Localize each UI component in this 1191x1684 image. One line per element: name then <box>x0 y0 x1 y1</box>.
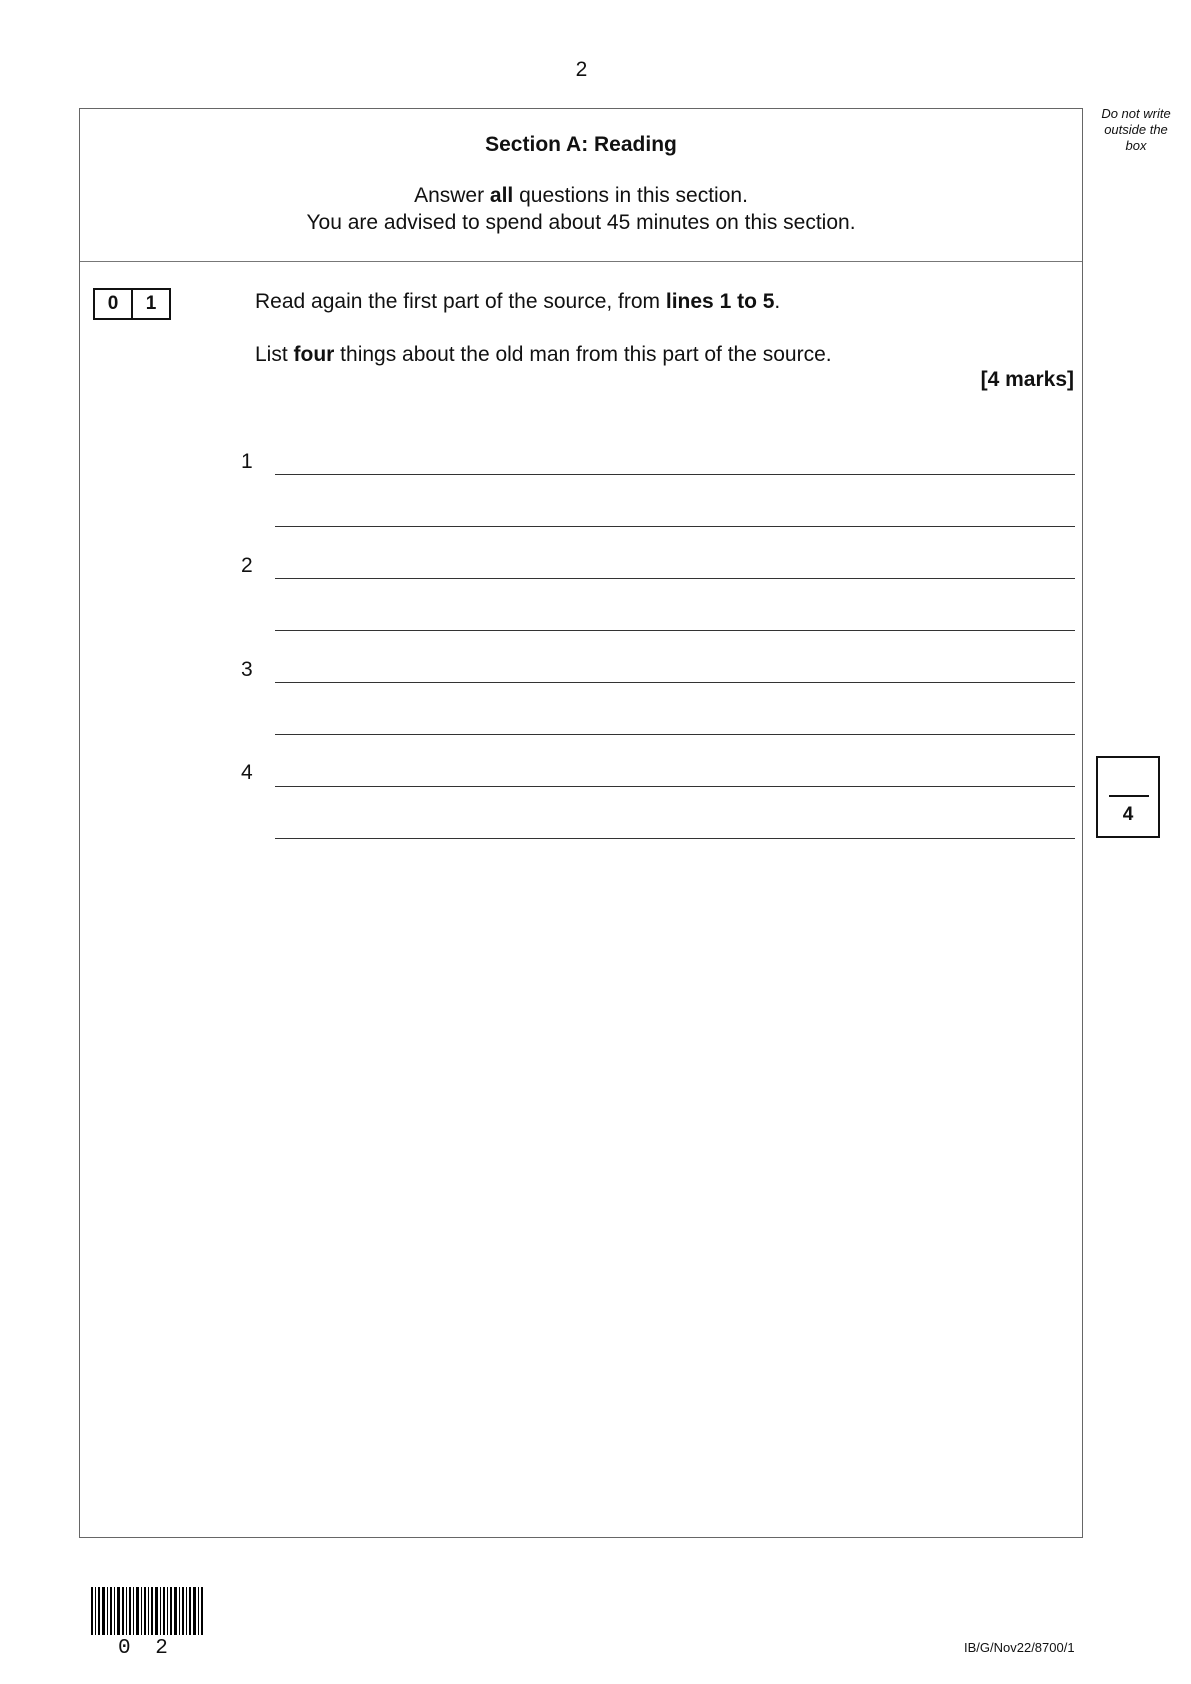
examiner-score-box <box>1096 756 1160 838</box>
instruction-text: questions in this section. <box>513 184 748 207</box>
question-text-line <box>255 290 780 314</box>
instruction-text: Answer <box>414 184 490 207</box>
instruction-answer-all <box>80 184 1082 208</box>
score-total: 4 <box>1122 804 1134 825</box>
question-number-digit: 0 <box>107 293 119 314</box>
answer-line[interactable] <box>275 578 1075 579</box>
barcode <box>91 1587 203 1635</box>
answer-box <box>79 108 1083 1538</box>
answer-line[interactable] <box>275 838 1075 839</box>
instruction-emphasis: all <box>489 184 514 207</box>
answer-number: 3 <box>241 658 253 681</box>
margin-note <box>1092 106 1180 154</box>
margin-note-line: outside the <box>1104 122 1168 137</box>
answer-number: 1 <box>241 450 253 473</box>
score-divider <box>1109 795 1149 797</box>
answer-line[interactable] <box>275 786 1075 787</box>
answer-line[interactable] <box>275 682 1075 683</box>
answer-line[interactable] <box>275 630 1075 631</box>
question-text: Read again the first part of the source, from <box>255 290 666 313</box>
marks-label: [4 marks] <box>980 368 1074 391</box>
question-number-digit: 1 <box>131 290 169 318</box>
barcode-digits: 0 2 <box>118 1637 174 1660</box>
question-number <box>93 288 171 320</box>
question-text-line <box>255 343 832 367</box>
question-emphasis: lines 1 to 5 <box>665 290 775 313</box>
margin-note-line: Do not write <box>1101 106 1171 121</box>
answer-line[interactable] <box>275 474 1075 475</box>
question-emphasis: four <box>293 343 335 366</box>
instruction-time: You are advised to spend about 45 minutes on this section. <box>306 211 856 234</box>
answer-number: 4 <box>241 761 253 784</box>
section-title: Section A: Reading <box>485 133 677 156</box>
question-text: List <box>255 343 294 366</box>
question-text: . <box>774 290 781 313</box>
answer-line[interactable] <box>275 734 1075 735</box>
answer-line[interactable] <box>275 526 1075 527</box>
page-number: 2 <box>575 58 588 81</box>
reference-code: IB/G/Nov22/8700/1 <box>964 1640 1075 1655</box>
section-header <box>80 109 1082 262</box>
margin-note-line: box <box>1125 138 1147 153</box>
answer-number: 2 <box>241 554 253 577</box>
question-text: things about the old man from this part of the source. <box>334 343 832 366</box>
